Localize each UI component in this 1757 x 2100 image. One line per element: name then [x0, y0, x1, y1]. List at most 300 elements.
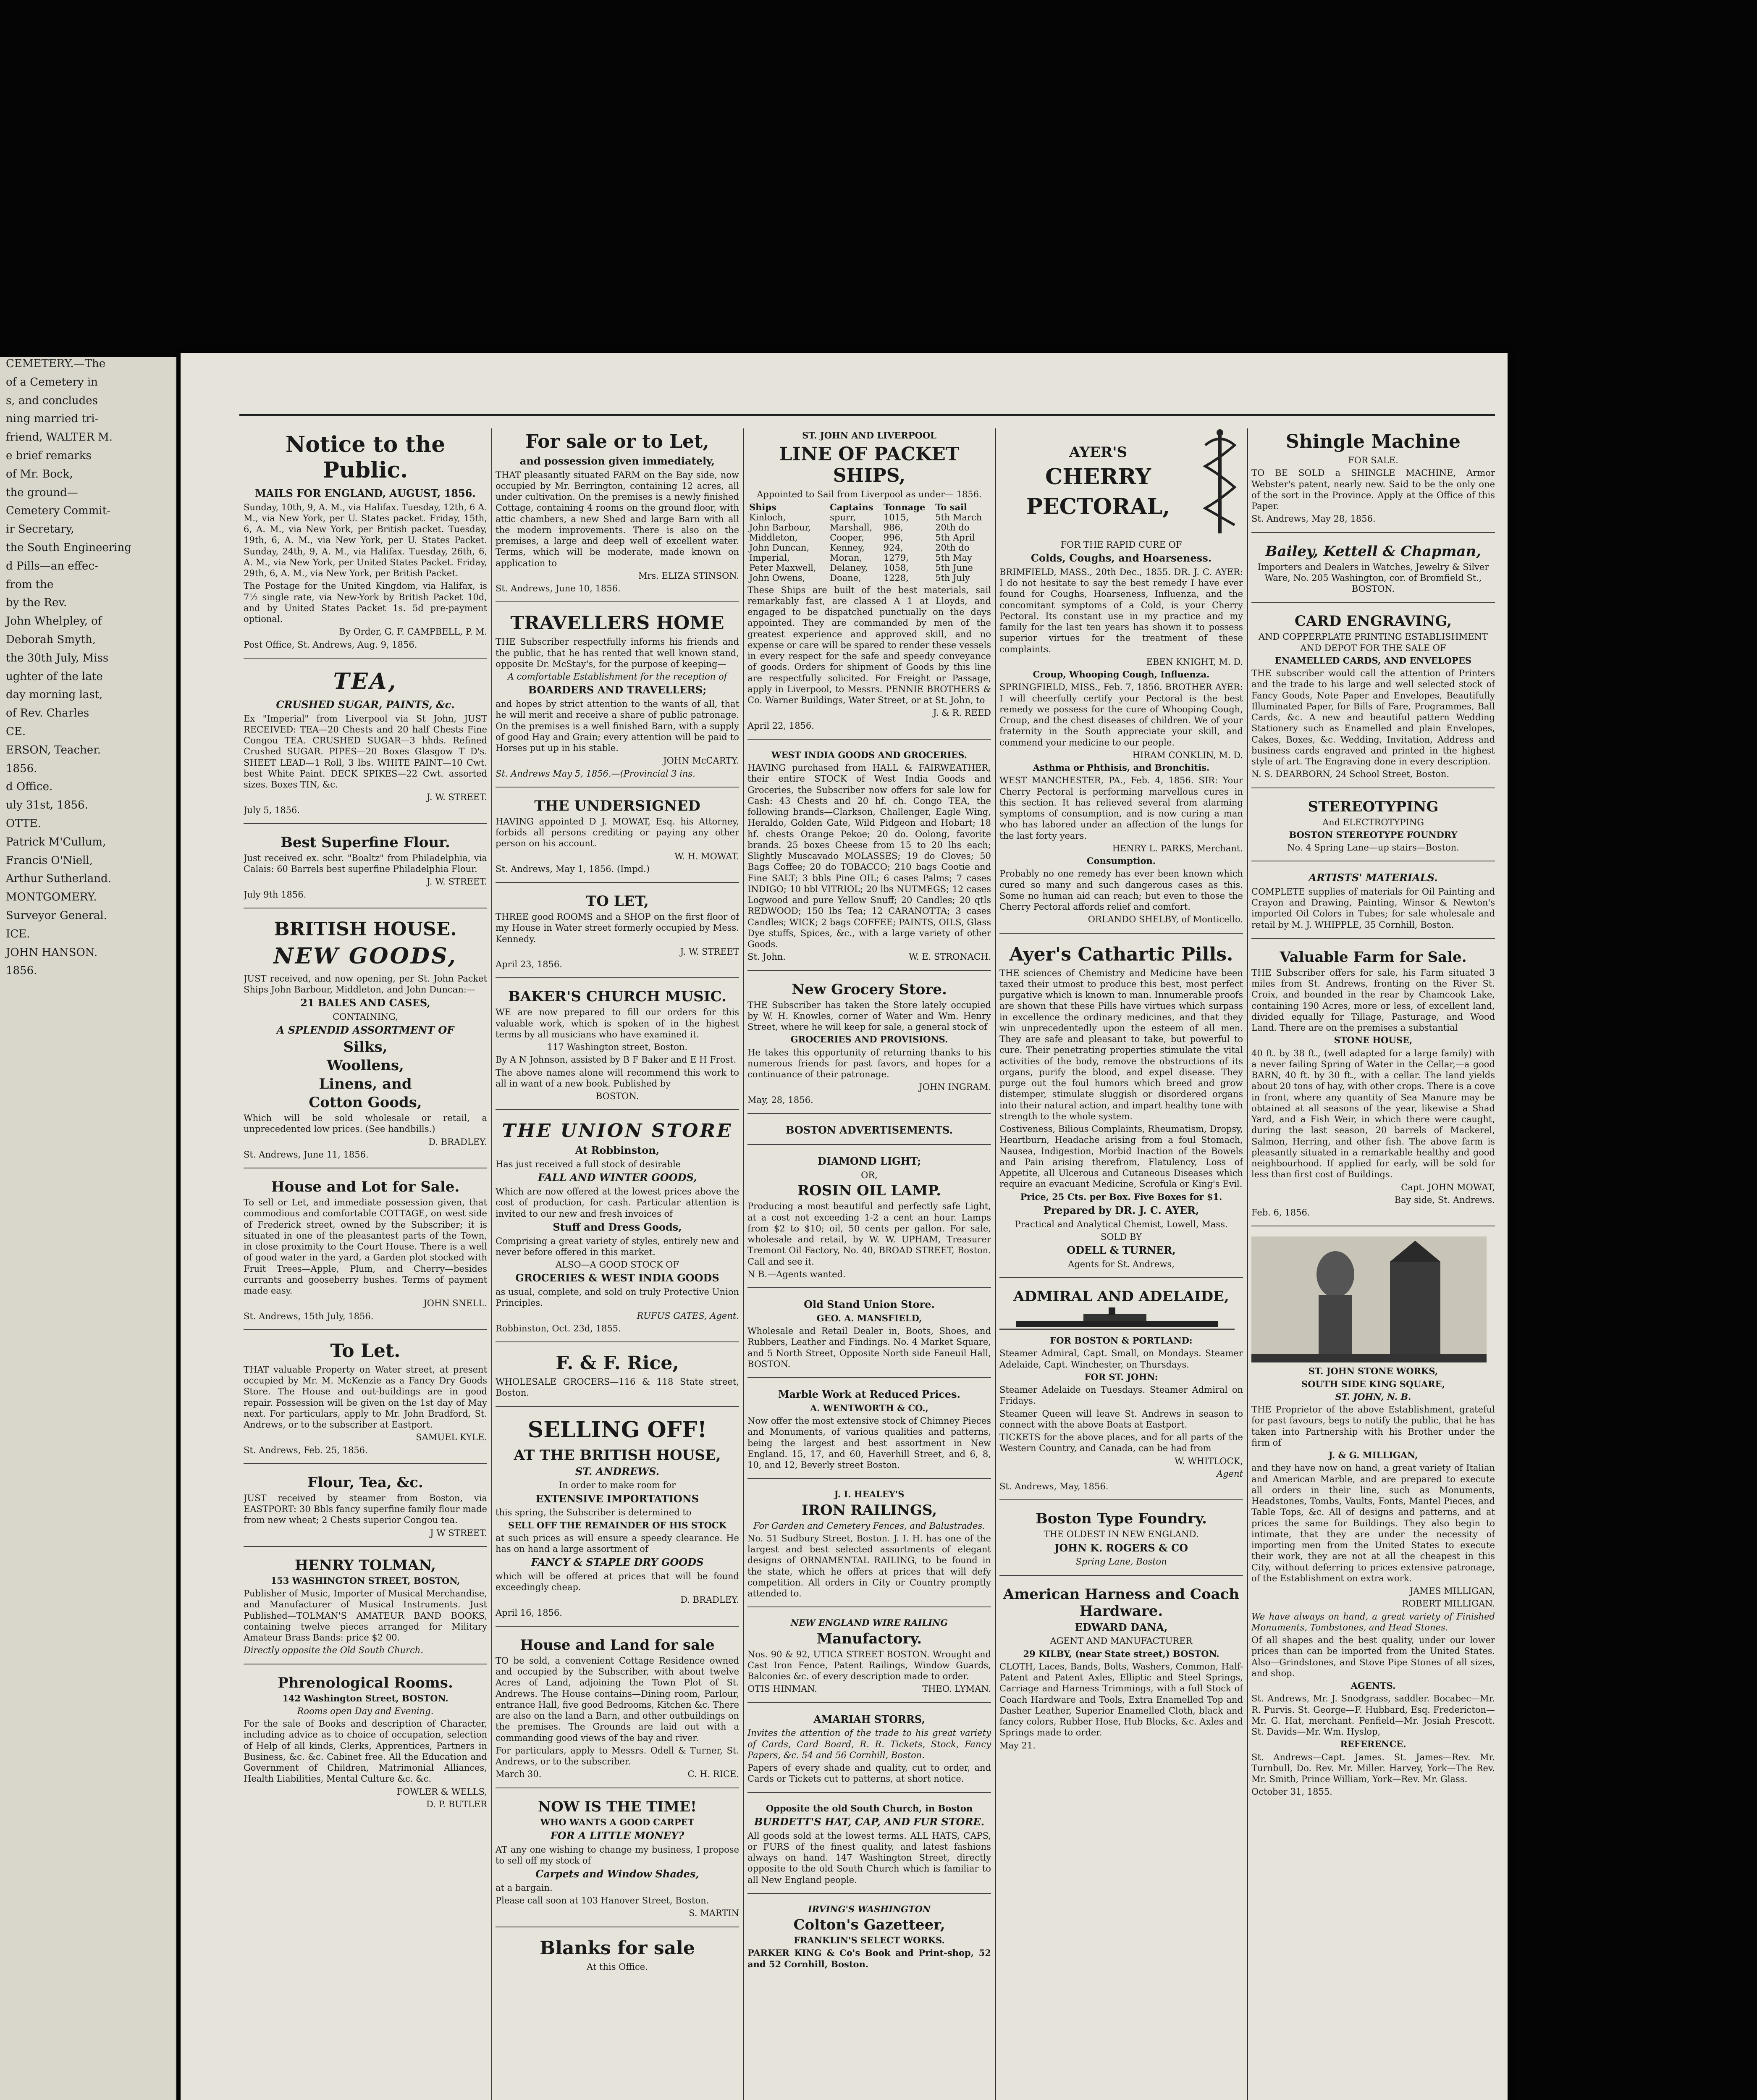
ad-signature: A. WENTWORTH & CO., [810, 1402, 928, 1413]
ad-subtitle: Stuff and Dress Goods, [553, 1221, 682, 1233]
ad-body: which will be offered at prices that will be found exceedingly cheap. [496, 1571, 739, 1593]
ad-title: DIAMOND LIGHT; [817, 1155, 921, 1168]
ad-subtitle: FANCY & STAPLE DRY GOODS [531, 1556, 704, 1569]
ad-signature: HIRAM CONKLIN, M. D. [1132, 750, 1243, 760]
ad-subtitle: EXTENSIVE IMPORTATIONS [535, 1492, 699, 1505]
table-cell: 5th April [935, 532, 975, 543]
left-page-line: Francis O'Niell, [6, 854, 93, 867]
ad-signature: W. E. STRONACH. [909, 952, 991, 962]
column-4 [999, 428, 1243, 2100]
ad-body: BRIMFIELD, MASS., 20th Dec., 1855. DR. J. C. AYER: I do not hesitate to say the best remedy I have ever found for Coughs, Hoarseness, Influenza, and the concomitant symptoms of a Cold, is your Cherry Pectoral. Its constant use in my practice and my family for the last ten years has shown it to possess superior virtues for the treatment of these complaints. [999, 567, 1243, 654]
ad-subtitle: FOR BOSTON & PORTLAND: [1050, 1335, 1193, 1346]
ad-body: TO BE SOLD a SHINGLE MACHINE, Armor Webster's patent, nearly new. Said to be the only one of the sort in the Province. Apply at the Office of this Paper. [1251, 468, 1495, 511]
ad-house-land-sale [496, 1637, 739, 1788]
ad-body: These Ships are built of the best materials, sail remarkably fast, are classed A 1 at Lloyds, and engaged to be dispatched punctually on the days appointed. They are commanded by men of the greatest experience and approved skill, and no expense or care will be spared to render these vessels in every respect for the safe and speedy conveyance of goods. Orders for shipment of Goods by this line are respectfully solicited. For Freight or Passage, apply in Liverpool, to Messrs. PENNIE BROTHERS & Co. Warner Buildings, Water Street, or at St. John, to [747, 585, 991, 705]
left-page-line: John Whelpley, of [6, 615, 102, 628]
ad-signature: Agent [1217, 1468, 1243, 1479]
ad-subtitle: OR, [861, 1170, 878, 1181]
ad-subtitle: FOR ST. JOHN: [1084, 1371, 1158, 1382]
ad-date: St. Andrews, May 1, 1856. (Impd.) [496, 864, 650, 874]
table-header: Ships [749, 501, 776, 512]
left-page-line: by the Rev. [6, 596, 67, 609]
ad-union-store [496, 1120, 739, 1342]
ad-body: No. 4 Spring Lane—up stairs—Boston. [1287, 843, 1459, 853]
table-cell: Moran, [830, 552, 863, 563]
ad-cherry-pectoral [999, 428, 1243, 934]
left-page-line: Deborah Smyth, [6, 633, 96, 646]
ad-body: In order to make room for [559, 1480, 676, 1491]
ad-subtitle: Opposite the old South Church, in Boston [766, 1803, 973, 1814]
ad-subtitle: A SPLENDID ASSORTMENT OF [276, 1024, 454, 1037]
table-cell: 5th March [935, 512, 982, 522]
ad-title: AMARIAH STORRS, [813, 1713, 925, 1725]
ad-title: CARD ENGRAVING, [1294, 613, 1452, 630]
ad-title: THE UNION STORE [502, 1120, 733, 1142]
ad-subtitle: BOSTON STEREOTYPE FOUNDRY [1289, 829, 1458, 840]
column-divider [1247, 428, 1248, 2100]
ad-subtitle: SOUTH SIDE KING SQUARE, [1301, 1378, 1445, 1389]
table-cell: Kenney, [830, 542, 865, 553]
ship-schedule-table [747, 502, 991, 583]
ad-subtitle: Rooms open Day and Evening. [297, 1706, 434, 1716]
ad-title: NOW IS THE TIME! [538, 1798, 697, 1815]
left-page-line: Arthur Sutherland. [6, 872, 111, 885]
ad-date: St. Andrews, May 28, 1856. [1251, 514, 1376, 524]
left-page-line: ning married tri- [6, 412, 99, 425]
table-cell: Imperial, [749, 552, 790, 563]
left-page-line: ir Secretary, [6, 523, 74, 536]
left-page-line: from the [6, 578, 54, 591]
ad-flour [244, 834, 487, 908]
ad-signature: GEO. A. MANSFIELD, [816, 1312, 922, 1323]
ad-body: Steamer Queen will leave St. Andrews in season to connect with the above Boats at Eastport. [999, 1408, 1243, 1430]
ad-date: St. Andrews, Feb. 25, 1856. [244, 1445, 368, 1455]
ad-signature: N. S. DEARBORN, 24 School Street, Boston. [1251, 769, 1450, 780]
table-cell: John Barbour, [749, 522, 811, 533]
ad-body: COMPLETE supplies of materials for Oil Painting and Crayon and Drawing, Painting, Winsor & Newton's imported Oil Colors in Tubes; for sale wholesale and retail by M. J. WHIPPLE, 35 Cornhill, Boston. [1251, 886, 1495, 930]
ad-signature: S. MARTIN [689, 1908, 739, 1919]
ad-body: For particulars, apply to Messrs. Odell & Turner, St. Andrews, or to the subscriber. [496, 1745, 739, 1767]
table-cell: spurr, [830, 512, 856, 522]
ad-subtitle: 21 BALES AND CASES, [300, 997, 430, 1009]
ad-marble-work [747, 1388, 991, 1479]
ad-body: HAVING purchased from HALL & FAIRWEATHER, their entire STOCK of West India Goods and Groceries, the Subscriber now offers for sale low for Cash: 43 Chests and 20 hf. ch. Congo TEA, the following brands—Clarkson, Challenger, Eagle Wing, Heraldo, Golden Gate, Wild Pidgeon and Hobart; 18 hf. chests Orange Pekoe; 20 do. Oolong, favorite brands. 25 boxes Cheese from 15 to 20 lbs each; Slightly Muscavado MOLASSES; 19 do Cloves; 50 Bags Coffee; 20 do TOBACCO; 210 bags Cootie and Fine SALT; 3 bbls Pine OIL; 6 cases Palms; 7 cases INDIGO; 10 bbl VITRIOL; 20 lbs NUTMEGS; 12 cases Logwood and pure Yellow Snuff; 20 Candles; 20 qtls REDWOOD; 150 lbs Tea; 12 CARANOTTA; 3 cases Candles; WICK; 2 bags COFFEE; PAINTS, OILS, Glass Dye stuffs, Spices, &c., with a large variety of other Goods. [747, 763, 991, 949]
ad-subtitle: ST. ANDREWS. [575, 1465, 660, 1478]
ad-title: Blanks for sale [540, 1937, 695, 1959]
table-cell: Doane, [830, 572, 861, 583]
ad-body: THAT pleasantly situated FARM on the Bay side, now occupied by Mr. Berrington, containing 12 acres, all under cultivation. On the premises is a newly finished Cottage, containing 4 rooms on the ground floor, with attic chambers, a new Shed and large Barn with all the modern improvements. There is also on the premises, a large and deep well of excellent water. Terms, which will be moderate, made known on application to [496, 470, 739, 568]
table-cell: Middleton, [749, 532, 798, 543]
ad-subtitle: AND COPPERPLATE PRINTING ESTABLISHMENT AND DEPOT FOR THE SALE OF [1259, 632, 1488, 653]
ad-f-f-rice [496, 1352, 739, 1407]
table-cell: 5th July [935, 572, 970, 583]
table-cell: Marshall, [830, 522, 873, 533]
ad-rooms-to-let [496, 893, 739, 978]
ad-signature: EBEN KNIGHT, M. D. [1146, 656, 1243, 667]
table-cell: 924, [883, 542, 903, 553]
ad-title: STEREOTYPING [1308, 798, 1439, 815]
ad-subtitle: AGENTS. [1351, 1680, 1396, 1691]
ad-farm-for-sale [496, 431, 739, 602]
ad-title: Ayer's Cathartic Pills. [1009, 943, 1233, 965]
ad-body: Sunday, 10th, 9, A. M., via Halifax. Tuesday, 12th, 6 A. M., via New York, per U. States packet. Friday, 15th, 6, A. M., via New York, per British packet. Tuesday, 19th, 6, A. M., via New York, per U. States Packet. Sunday, 24th, 9, A. M., via Halifax. Tuesday, 26th, 6, A. M., via New York, per United States Packet. Friday, 29th, 6, A. M., via New York, per British Packet. [244, 502, 487, 579]
left-page-line: of a Cemetery in [6, 375, 98, 388]
ad-body: Comprising a great variety of styles, entirely new and never before offered in this market. [496, 1236, 739, 1257]
ad-address: BOSTON. [595, 1091, 639, 1102]
table-cell: Peter Maxwell, [749, 562, 816, 573]
ad-signature: EDWARD DANA, [1075, 1621, 1168, 1633]
ad-signature: JOHN INGRAM. [919, 1082, 991, 1092]
table-cell: John Duncan, [749, 542, 810, 553]
ad-title: TEA, [333, 668, 398, 694]
ad-date: Feb. 6, 1856. [1251, 1208, 1310, 1218]
ad-signature: C. H. RICE. [687, 1769, 739, 1780]
ad-date: St. Andrews, 15th July, 1856. [244, 1311, 374, 1321]
ad-price: Price, 25 Cts. per Box. Five Boxes for $1. [1020, 1191, 1222, 1202]
table-row [747, 533, 991, 543]
left-page-line: of Rev. Charles [6, 707, 89, 720]
ad-body: To sell or Let, and immediate possession given, that commodious and comfortable COTTAGE, on west side of Frederick street, owned by the Subscriber; it is situated in one of the pleasantest parts of the Town, in close proximity to the Court House. There is a well of good water in the yard, a Garden plot stocked with Fruit Trees—Apple, Plum, and Cherry—besides currants and gooseberry bushes. Terms of payment made easy. [244, 1197, 487, 1296]
ad-body: SPRINGFIELD, MISS., Feb. 7, 1856. BROTHER AYER: I will cheerfully certify your Pectoral is the best remedy we possess for the cure of Whooping Cough, Croup, and the chest diseases of children. We of your fraternity in the South appreciate your skill, and commend your medicine to our people. [999, 682, 1243, 748]
ad-subtitle: SELL OFF THE REMAINDER OF HIS STOCK [508, 1520, 726, 1530]
table-cell: 20th do [935, 522, 970, 533]
table-cell: 5th May [935, 552, 972, 563]
left-page-line: ughter of the late [6, 670, 103, 683]
ad-body: Papers of every shade and quality, cut to order, and Cards or Tickets cut to patterns, at short notice. [747, 1763, 991, 1784]
ad-body: The above names alone will recommend this work to all in want of a new book. Published by [496, 1067, 739, 1089]
ad-date: April 16, 1856. [496, 1607, 562, 1618]
ad-date: Post Office, St. Andrews, Aug. 9, 1856. [244, 639, 417, 650]
table-cell: Cooper, [830, 532, 864, 543]
ad-subtitle: Colds, Coughs, and Hoarseness. [1031, 552, 1212, 564]
ad-title: House and Land for sale [520, 1636, 715, 1654]
ad-goods: Woollens, [327, 1057, 404, 1074]
table-cell: 996, [883, 532, 903, 543]
left-page-line: CE. [6, 725, 26, 738]
ad-title: BAKER'S CHURCH MUSIC. [508, 988, 726, 1005]
ad-body: THE subscriber would call the attention of Printers and the trade to his large and well selected stock of Fancy Goods, Note Paper and Envelopes, Beautifully Illuminated Paper, for Bills of Fare, Programmes, Ball Cards, &c. A new and beautiful pattern Wedding Stationery such as Enamelled and plain Envelopes, Cakes, Boxes, &c. Wedding, Invitation, Address and business cards engraved and printed in the highest style of art. The Engraving done in every description. [1251, 668, 1495, 766]
ad-subtitle: GROCERIES & WEST INDIA GOODS [515, 1272, 719, 1284]
ad-signature: JOHN K. ROGERS & CO [1054, 1541, 1188, 1554]
table-header: Tonnage [883, 501, 926, 512]
ad-signature: W. WHITLOCK, [1174, 1456, 1243, 1466]
ad-body: He takes this opportunity of returning thanks to his numerous friends for past favors, and hopes for a continuance of their patronage. [747, 1047, 991, 1079]
ad-body: at a bargain. [496, 1882, 553, 1893]
ad-date: St. Andrews, June 10, 1856. [496, 583, 621, 594]
ad-title: WEST INDIA GOODS AND GROCERIES. [771, 749, 967, 760]
ad-body: Wholesale and Retail Dealer in, Boots, Shoes, and Rubbers, Leather and Findings. No. 4 Market Square, and 5 North Street, Opposite North side Faneuil Hall, BOSTON. [747, 1326, 991, 1369]
table-row [747, 573, 991, 583]
ad-subtitle: WHO WANTS A GOOD CARPET [540, 1816, 695, 1827]
ad-goods: Linens, and [319, 1076, 412, 1093]
ad-address: 153 WASHINGTON STREET, BOSTON, [270, 1575, 460, 1586]
ad-subtitle: Carpets and Window Shades, [535, 1868, 699, 1880]
ad-subtitle: A comfortable Establishment for the reception of [507, 672, 727, 682]
ad-mails-notice [244, 432, 487, 659]
ad-title: Phrenological Rooms. [278, 1674, 453, 1691]
ad-body: Which will be sold wholesale or retail, a unprecedented low prices. (See handbills.) [244, 1113, 487, 1134]
ad-subtitle: FRANKLIN'S SELECT WORKS. [794, 1935, 945, 1946]
table-cell: Kinloch, [749, 512, 786, 522]
ad-title: Flour, Tea, &c. [307, 1474, 423, 1491]
ad-signature: SAMUEL KYLE. [416, 1432, 487, 1443]
ad-signature: ODELL & TURNER, [1067, 1244, 1176, 1257]
ad-cathartic-pills [999, 944, 1243, 1278]
ad-flour-tea [244, 1474, 487, 1547]
left-page-line: JOHN HANSON. [6, 946, 98, 959]
ad-body: Please call soon at 103 Hanover Street, Boston. [496, 1895, 709, 1906]
ad-title: TRAVELLERS HOME [510, 612, 724, 634]
ad-old-stand-union-store [747, 1298, 991, 1378]
ad-title: BRITISH HOUSE. [274, 918, 457, 940]
ad-signature: OTIS HINMAN. [747, 1684, 817, 1694]
newspaper-page [181, 353, 1508, 2100]
header-rule [239, 414, 1495, 416]
ad-signature: ROBERT MILLIGAN. [1402, 1599, 1495, 1609]
ad-subtitle: SOLD BY [1101, 1231, 1142, 1242]
left-page-line: OTTE. [6, 817, 41, 830]
ad-body: AT any one wishing to change my business, I propose to sell off my stock of [496, 1844, 739, 1866]
ad-body: Ex "Imperial" from Liverpool via St John, JUST RECEIVED: TEA—20 Chests and 20 half Chests Fine Congou TEA. CRUSHED SUGAR—3 hhds. Refined Crushed SUGAR. PIPES—20 Boxes Glasgow T D's. SHEET LEAD—1 Roll, 3 lbs. WHITE PAINT—10 Cwt. best White Paint. DECK SPIKES—22 Cwt. assorted sizes. Boxes TIN, &c. [244, 713, 487, 790]
ad-title: Notice to the Public. [285, 432, 446, 483]
table-cell: 1015, [883, 512, 909, 522]
ad-packet-ships [747, 430, 991, 740]
column-divider [995, 428, 996, 2100]
left-page-line: d Pills—an effec- [6, 559, 98, 572]
ad-body: THAT valuable Property on Water street, at present occupied by Mr. M. McKenzie as a Fancy Dry Goods Store. The House and out-buildings are in good repair. Possession will be given on the 1st day of May next. For particulars, apply to Mr. John Bradford, St. Andrews, or to the subscriber at Eastport. [244, 1364, 487, 1430]
ad-date: May 21. [999, 1740, 1036, 1751]
ad-signature: J. & R. REED [933, 708, 991, 718]
ad-subtitle: ST. JOHN, N. B. [1335, 1391, 1411, 1402]
ad-title: ARTISTS' MATERIALS. [1309, 872, 1438, 884]
ad-wire-railing [747, 1617, 991, 1703]
ad-subtitle: AGENT AND MANUFACTURER [1050, 1636, 1193, 1646]
left-page-line: 1856. [6, 762, 37, 775]
steamboat-icon [999, 1307, 1235, 1332]
ad-body: 40 ft. by 38 ft., (well adapted for a large family) with a never failing Spring of Water in the Cellar,—a good BARN, 40 ft. by 30 ft., with a cellar. The land yields about 20 tons of hay, with other crops. There is a cove in front, where any quantity of Sea Manure may be obtained at all seasons of the year, likewise a Shad Yard, and a Fish Weir, in which there were caught, during the last season, 20 barrels of Mackerel, Salmon, Herring, and other fish. The above farm is pleasantly situated in a remarkable healthy and good neighbourhood. If applied for early, will be sold for less than first cost of Buildings. [1251, 1048, 1495, 1180]
ad-date: St. Andrews, May, 1856. [999, 1481, 1109, 1492]
ad-signature: JAMES MILLIGAN, [1409, 1586, 1495, 1596]
ad-stone-works [1251, 1236, 1495, 1805]
left-page-line: ERSON, Teacher. [6, 743, 101, 756]
ad-note: N B.—Agents wanted. [747, 1269, 846, 1279]
ad-subtitle: STONE HOUSE, [1334, 1035, 1413, 1046]
ad-body: Invites the attention of the trade to his great variety of Cards, Card Board, R. R. Tickets, Stock, Fancy Papers, &c. 54 and 56 Cornhill, Boston. [747, 1728, 991, 1760]
left-page-line: MONTGOMERY. [6, 891, 97, 904]
ad-subtitle: J. & G. MILLIGAN, [1328, 1450, 1418, 1461]
ad-body: THE Subscriber respectfully informs his friends and the public, that he has rented that well known stand, opposite Dr. McStay's, for the purpose of keeping— [496, 637, 739, 669]
column-3 [747, 428, 991, 2100]
ad-travellers-home [496, 612, 739, 787]
ad-diamond-light [747, 1155, 991, 1288]
ad-title: House and Lot for Sale. [271, 1179, 460, 1196]
ad-title: BURDETT'S HAT, CAP, AND FUR STORE. [754, 1815, 985, 1828]
ad-body: this spring, the Subscriber is determined to [496, 1507, 692, 1518]
ad-title: New Grocery Store. [792, 981, 947, 998]
ad-title: Colton's Gazetteer, [793, 1916, 945, 1934]
ad-body: WE are now prepared to fill our orders for this valuable work, which is spoken of in the highest terms by all musicians who have examined it. [496, 1007, 739, 1040]
ad-body: Publisher of Music, Importer of Musical Merchandise, and Manufacturer of Musical Instruments. Just Published—TOLMAN'S AMATEUR BAND BOOKS, containing twelve pieces arranged for Military Amateur Brass Bands: price $2 00. [244, 1588, 487, 1643]
ad-title: AT THE BRITISH HOUSE, [514, 1446, 721, 1464]
ad-note: We have always on hand, a great variety of Finished Monuments, Tombstones, and Head Stones. [1251, 1611, 1495, 1633]
ad-subtitle: Prepared by DR. J. C. AYER, [1043, 1204, 1199, 1216]
ad-goods: Silks, [343, 1039, 388, 1056]
ad-body: Just received ex. schr. "Boaltz" from Philadelphia, via Calais: 60 Barrels best superfine Philadelphia Flour. [244, 853, 487, 874]
ad-heading: MAILS FOR ENGLAND, AUGUST, 1856. [255, 487, 476, 499]
ad-body: Steamer Admiral, Capt. Small, on Mondays. Steamer Adelaide, Capt. Winchester, on Thursdays. [999, 1348, 1243, 1370]
ad-signature: JOHN McCARTY. [663, 756, 739, 766]
left-page-line: Patrick M'Cullum, [6, 835, 106, 848]
ad-body: Nos. 90 & 92, UTICA STREET BOSTON. Wrought and Cast Iron Fence, Patent Railings, Window Guards, Balconies &c. of every description made to order. [747, 1649, 991, 1682]
ad-body: JUST received by steamer from Boston, via EASTPORT: 30 Bbls fancy superfine family flour made from new wheat; 2 Chests superior Congou tea. [244, 1493, 487, 1525]
left-page-line: Cemetery Commit- [6, 504, 110, 517]
ad-body: THE Subscriber offers for sale, his Farm situated 3 miles from St. Andrews, fronting on the River St. Croix, and bounded in the rear by Chamcook Lake, containing 190 Acres, more or less, of excellent land, divided equally for Tillage, Pasturage, and Wood Land. There are on the premises a substantial [1251, 967, 1495, 1033]
ad-house-lot [244, 1179, 487, 1330]
column-divider [491, 428, 492, 2100]
ad-phrenological [244, 1675, 487, 1818]
left-page-line: s, and concludes [6, 394, 98, 407]
ad-title: J. I. HEALEY'S [834, 1489, 905, 1500]
ad-title: American Harness and Coach Hardware. [1003, 1586, 1240, 1620]
ad-title: IRON RAILINGS, [801, 1502, 937, 1519]
table-row [747, 522, 991, 533]
ad-title: Valuable Farm for Sale. [1280, 948, 1467, 966]
table-cell: 1058, [883, 562, 909, 573]
ad-body: The Postage for the United Kingdom, via Halifax, is 7½ single rate, via New-York by British Packet 10d, and by United States Packet 1s. 5d pre-payment optional. [244, 581, 487, 625]
table-header: To sail [935, 501, 968, 512]
ad-bakers-church-music [496, 988, 739, 1110]
ad-title: ADMIRAL AND ADELAIDE, [1013, 1288, 1229, 1305]
ad-date: April 23, 1856. [496, 959, 562, 970]
table-cell: 20th do [935, 542, 970, 553]
ad-undersigned [496, 798, 739, 883]
ad-signature: W. H. MOWAT. [674, 851, 739, 861]
ad-address: Spring Lane, Boston [1075, 1557, 1167, 1567]
ad-title: PECTORAL, [1026, 494, 1170, 520]
ad-title: TO LET, [586, 893, 649, 910]
ad-title: Boston Type Foundry. [1036, 1510, 1207, 1528]
left-page-line: d Office. [6, 780, 53, 793]
ad-subtitle: ST. JOHN AND LIVERPOOL [802, 430, 936, 441]
column-1 [244, 428, 487, 2100]
ad-blanks [496, 1937, 739, 1980]
ad-title: ST. JOHN STONE WORKS, [1308, 1366, 1438, 1377]
ad-body: TO be sold, a convenient Cottage Residence owned and occupied by the Subscriber, with about twelve Acres of Land, adjoining the Town Plot of St. Andrews. The House contains—Dining room, Parlour, entrance Hall, five good Bedrooms, Kitchen &c. There are also on the land a Barn, and other outbuildings on the premises. The Grounds are laid out with a commanding good views of the bay and river. [496, 1655, 739, 1743]
ad-body: as usual, complete, and sold on truly Protective Union Principles. [496, 1287, 739, 1308]
ad-title: SELLING OFF! [527, 1417, 707, 1443]
ad-henry-tolman [244, 1557, 487, 1664]
ad-title: Old Stand Union Store. [804, 1298, 935, 1311]
ad-title: Marble Work at Reduced Prices. [778, 1388, 960, 1401]
ad-signature: Agents for St. Andrews, [1068, 1259, 1175, 1269]
boston-ads-header [747, 1124, 991, 1145]
ad-date: October 31, 1855. [1251, 1787, 1332, 1797]
ad-title: Best Superfine Flour. [281, 834, 450, 851]
ad-signature: D. P. BUTLER [426, 1799, 487, 1809]
ad-artists-materials [1251, 872, 1495, 939]
ad-card-engraving [1251, 613, 1495, 788]
left-page-line: ICE. [6, 927, 30, 940]
ad-subtitle: FOR SALE. [1348, 455, 1398, 465]
left-page-line: the 30th July, Miss [6, 651, 109, 664]
ad-signature: J. W. STREET. [427, 792, 487, 803]
ad-date: April 22, 1856. [747, 720, 814, 731]
ad-title: ROSIN OIL LAMP. [797, 1182, 941, 1200]
ad-goods: Cotton Goods, [309, 1094, 422, 1111]
ad-subtitle: BOARDERS AND TRAVELLERS; [528, 684, 707, 696]
ad-shingle-machine [1251, 431, 1495, 533]
ad-title: To Let. [330, 1340, 401, 1362]
ad-date: Robbinston, Oct. 23d, 1855. [496, 1323, 621, 1334]
ad-body: THE Subscriber has taken the Store lately occupied by W. H. Knowles, corner of Water and Wm. Henry Street, where he will keep for sale, a general stock of [747, 1000, 991, 1032]
ad-subtitle: ALSO—A GOOD STOCK OF [555, 1260, 679, 1270]
ad-address: 29 KILBY, (near State street,) BOSTON. [1023, 1648, 1219, 1659]
ad-body: For the sale of Books and description of Character, including advice as to choice of occupation, selection of Help of all kinds, Clerks, Apprentices, Partners in Business, &c. &c. Cabinet free. All the Education and Government of Children, Matrimonial Alliances, Health Liabilities, Mental Culture &c. &c. [244, 1719, 487, 1784]
left-page-fragment [0, 357, 176, 2100]
ad-body: PARKER KING & Co's Book and Print-shop, 52 and 52 Cornhill, Boston. [747, 1948, 991, 1969]
ad-title: NEW ENGLAND WIRE RAILING [790, 1617, 948, 1628]
ad-subtitle: Asthma or Phthisis, and Bronchitis. [1033, 762, 1210, 773]
ad-title: NEW GOODS, [273, 943, 457, 969]
ad-signature: J. W. STREET. [427, 877, 487, 887]
ad-burdett-hats [747, 1803, 991, 1894]
ad-signature: HENRY L. PARKS, Merchant. [1112, 843, 1243, 853]
ad-west-india-goods [747, 750, 991, 971]
left-page-line: day morning last, [6, 688, 103, 701]
ad-signature: FOWLER & WELLS, [396, 1786, 487, 1797]
ad-subtitle: Appointed to Sail from Liverpool as under— 1856. [757, 489, 982, 500]
ad-date: May, 28, 1856. [747, 1095, 813, 1105]
table-row [747, 563, 991, 573]
ad-signature: JOHN SNELL. [423, 1298, 487, 1309]
ad-carpets [496, 1798, 739, 1927]
left-page-line: e brief remarks [6, 449, 92, 462]
ad-harness-hardware [999, 1586, 1243, 1759]
ad-title: For sale or to Let, [525, 431, 709, 452]
ad-title: Shingle Machine [1286, 431, 1461, 452]
ad-title: F. & F. Rice, [556, 1352, 679, 1374]
ad-signature: J W STREET. [430, 1528, 487, 1538]
ad-stereotyping [1251, 798, 1495, 862]
table-row [747, 553, 991, 563]
table-cell: John Owens, [749, 572, 805, 583]
ad-subtitle: Consumption. [1086, 856, 1156, 866]
ad-body: TICKETS for the above places, and for all parts of the Western Country, and Canada, can be had from [999, 1432, 1243, 1454]
ad-body: Which are now offered at the lowest prices above the cost of production, for cash. Particular attention is invited to our new and fresh invoices of [496, 1186, 739, 1219]
ad-body: WEST MANCHESTER, PA., Feb. 4, 1856. SIR: Your Cherry Pectoral is performing marvellous cures in this section. It has relieved several from alarming symptoms of consumption, and is now curing a man who has labored under an affection of the lungs for the last forty years. [999, 775, 1243, 841]
ad-iron-railings [747, 1489, 991, 1607]
ad-subtitle: GROCERIES AND PROVISIONS. [790, 1034, 948, 1045]
ad-subtitle: At Robbinston, [575, 1144, 660, 1157]
ad-date: St. Andrews, June 11, 1856. [244, 1149, 369, 1160]
table-cell: Delaney, [830, 562, 868, 573]
ad-date: March 30. [496, 1769, 542, 1780]
table-cell: 986, [883, 522, 903, 533]
ad-valuable-farm [1251, 949, 1495, 1227]
left-page-line: friend, WALTER M. [6, 431, 113, 444]
ad-title: AYER'S [1069, 444, 1128, 461]
table-cell: 1228, [883, 572, 909, 583]
ad-body: St. Andrews, Mr. J. Snodgrass, saddler. Bocabec—Mr. R. Purvis. St. George—F. Hubbard, Esq. Fredericton—Mr. G. Hat, merchant. Penfield—Mr. Josiah Prescott. St. Davids—Mr. Wm. Hyslop, [1251, 1693, 1495, 1737]
ad-signature: THEO. LYMAN. [922, 1684, 991, 1694]
ad-amariah-storrs [747, 1713, 991, 1793]
ad-subtitle: For Garden and Cemetery Fences, and Balustrades. [753, 1520, 985, 1531]
ad-note: Directly opposite the Old South Church. [244, 1645, 424, 1656]
left-page-line: 1856. [6, 964, 37, 977]
ad-body: Now offer the most extensive stock of Chimney Pieces and Monuments, of various qualities and patterns, being the largest and best assortment in New England. 15, 17, and 60, Haverhill Street, and 6, 8, 10, and 12, Beverly street Boston. [747, 1416, 991, 1470]
table-row [747, 543, 991, 553]
monument-engraving-icon [1251, 1236, 1487, 1362]
